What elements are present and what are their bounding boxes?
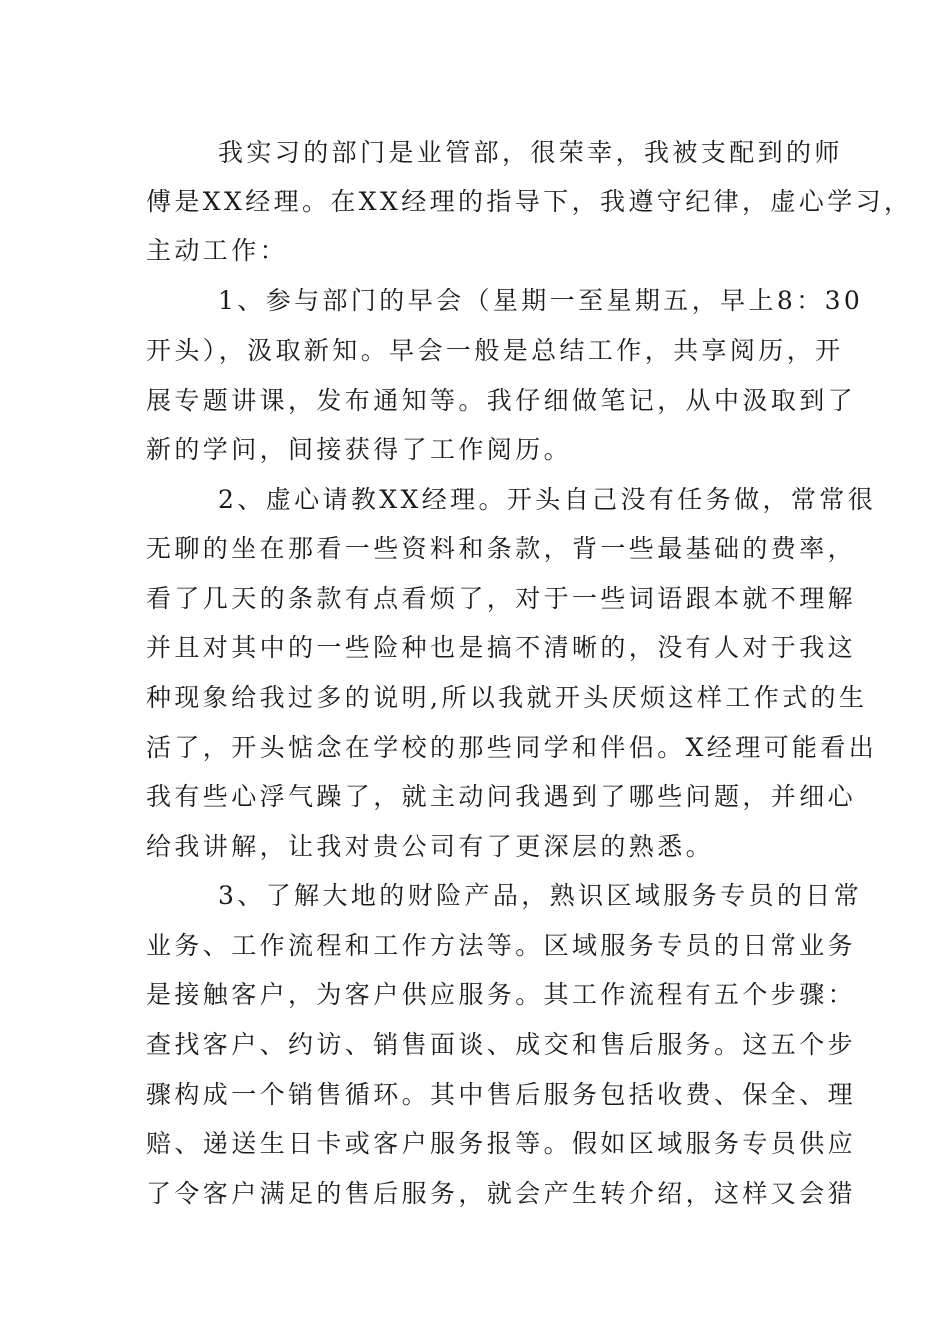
text-line: 无聊的坐在那看一些资料和条款，背一些最基础的费率， (146, 534, 857, 563)
text-line: 活了，开头惦念在学校的那些同学和伴侣。X经理可能看出 (146, 733, 878, 762)
text-line: 展专题讲课，发布通知等。我仔细做笔记，从中汲取到了 (146, 386, 857, 415)
text-line: 赔、递送生日卡或客户服务报等。假如区域服务专员供应 (146, 1129, 857, 1158)
text-line: 开头），汲取新知。早会一般是总结工作，共享阅历，开 (146, 336, 844, 365)
text-line: 业务、工作流程和工作方法等。区域服务专员的日常业务 (146, 931, 857, 960)
text-line: 傅是XX经理。在XX经理的指导下，我遵守纪律，虚心学习， (146, 187, 913, 216)
text-line: 我有些心浮气躁了，就主动问我遇到了哪些问题，并细心 (146, 782, 857, 811)
text-line: 我实习的部门是业管部，很荣幸，我被支配到的师 (218, 138, 843, 167)
text-line: 1、参与部门的早会（星期一至星期五，早上8：30 (218, 286, 864, 315)
text-line: 骤构成一个销售循环。其中售后服务包括收费、保全、理 (146, 1080, 857, 1109)
text-line: 并且对其中的一些险种也是搞不清晰的，没有人对于我这 (146, 633, 857, 662)
text-line: 看了几天的条款有点看烦了，对于一些词语跟本就不理解 (146, 584, 857, 613)
text-line: 主动工作： (146, 236, 289, 265)
text-line: 是接触客户，为客户供应服务。其工作流程有五个步骤： (146, 980, 857, 1009)
text-line: 给我讲解，让我对贵公司有了更深层的熟悉。 (146, 832, 715, 861)
text-line: 3、了解大地的财险产品，熟识区域服务专员的日常 (218, 881, 863, 910)
text-line: 了令客户满足的售后服务，就会产生转介绍，这样又会猎 (146, 1179, 857, 1208)
text-line: 2、虚心请教XX经理。开头自己没有任务做，常常很 (218, 485, 877, 514)
text-line: 新的学问，间接获得了工作阅历。 (146, 435, 573, 464)
text-line: 种现象给我过多的说明,所以我就开头厌烦这样工作式的生 (146, 683, 868, 712)
text-line: 查找客户、约访、销售面谈、成交和售后服务。这五个步 (146, 1030, 857, 1059)
